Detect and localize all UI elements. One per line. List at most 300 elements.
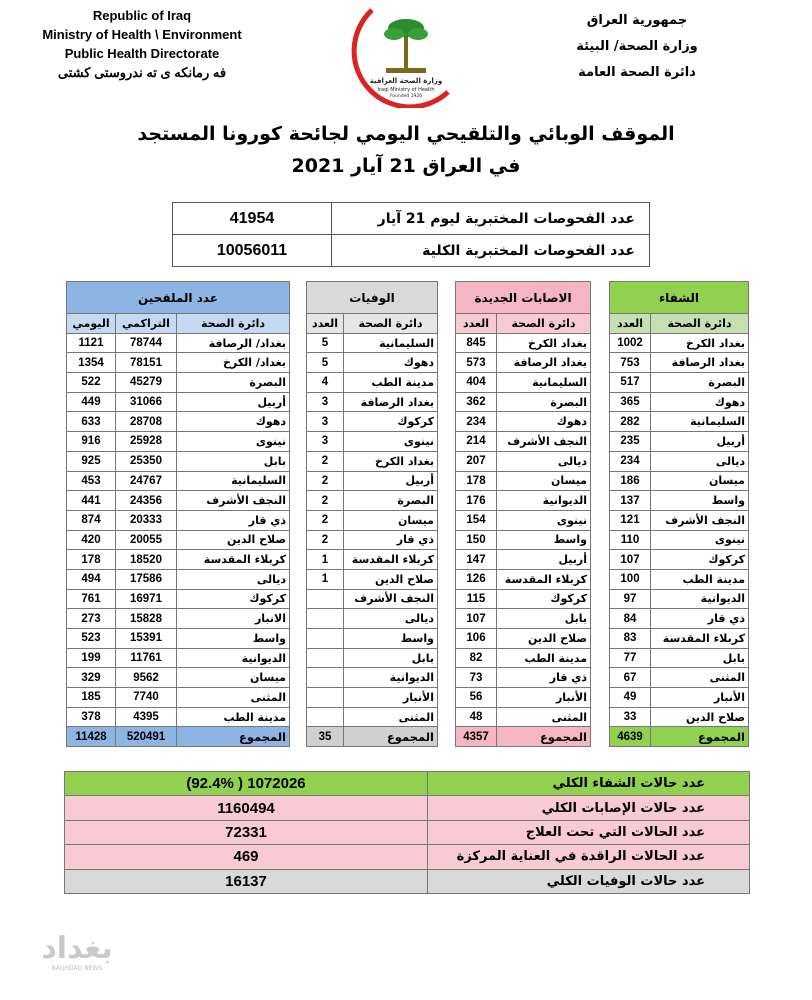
health-department-cell: أربيل xyxy=(177,392,290,412)
table-row xyxy=(173,235,650,267)
table-row xyxy=(610,707,749,727)
cumulative-cell: 45279 xyxy=(116,373,177,393)
health-department-cell: الأنبار xyxy=(497,688,591,708)
table-row xyxy=(67,648,290,668)
table-row xyxy=(610,688,749,708)
health-department-cell: بابل xyxy=(177,451,290,471)
health-department-cell: السليمانية xyxy=(344,333,438,353)
count-cell: 5 xyxy=(307,333,344,353)
table-row xyxy=(307,412,438,432)
health-department-cell: صلاح الدين xyxy=(344,569,438,589)
health-department-cell: ميسان xyxy=(177,668,290,688)
cumulative-cell: 24767 xyxy=(116,471,177,491)
count-cell: 150 xyxy=(456,530,497,550)
table-row xyxy=(610,609,749,629)
col-dept-header: دائرة الصحة xyxy=(177,314,290,334)
table-row xyxy=(67,451,290,471)
table-row xyxy=(67,707,290,727)
count-cell: 404 xyxy=(456,373,497,393)
health-department-cell: السليمانية xyxy=(497,373,591,393)
count-cell xyxy=(307,629,344,649)
health-department-cell: المثنى xyxy=(344,707,438,727)
count-cell: 106 xyxy=(456,629,497,649)
vaccinated-table xyxy=(66,281,290,747)
count-cell: 84 xyxy=(610,609,651,629)
daily-cell: 420 xyxy=(67,530,116,550)
count-cell: 33 xyxy=(610,707,651,727)
health-department-cell: واسط xyxy=(344,629,438,649)
table-row xyxy=(67,373,290,393)
health-department-cell: كركوك xyxy=(651,550,749,570)
table-row xyxy=(456,569,591,589)
count-cell: 126 xyxy=(456,569,497,589)
table-row xyxy=(610,569,749,589)
daily-cell: 1354 xyxy=(67,353,116,373)
logo-subtext: Iraqi Ministry of Health xyxy=(377,87,435,93)
summary-row xyxy=(65,820,750,844)
count-cell: 362 xyxy=(456,392,497,412)
summary-row xyxy=(65,869,750,893)
health-department-cell: البصرة xyxy=(344,491,438,511)
new-cases-total-label: المجموع xyxy=(497,727,591,747)
health-department-cell: أربيل xyxy=(344,471,438,491)
table-row xyxy=(67,432,290,452)
summary-value: 72331 xyxy=(65,820,428,844)
table-row xyxy=(307,550,438,570)
health-department-cell: ديالى xyxy=(177,569,290,589)
count-cell: 3 xyxy=(307,432,344,452)
count-cell: 234 xyxy=(610,451,651,471)
health-department-cell: ذي قار xyxy=(497,668,591,688)
logo-text: وزارة الصحة العراقية xyxy=(369,77,443,85)
header-right-line: وزارة الصحة/ البيئة xyxy=(576,39,698,54)
watermark-text: بغداد xyxy=(41,931,113,966)
health-department-cell: ديالى xyxy=(344,609,438,629)
table-row xyxy=(610,353,749,373)
health-department-cell: النجف الأشرف xyxy=(177,491,290,511)
baghdad-news-watermark xyxy=(22,930,132,972)
logo-founded: Founded 1920 xyxy=(389,94,423,99)
health-department-cell: دهوك xyxy=(651,392,749,412)
summary-row xyxy=(65,845,750,869)
summary-label: عدد الحالات الراقدة في العناية المركزة xyxy=(428,845,750,869)
table-row xyxy=(456,688,591,708)
count-cell: 83 xyxy=(610,629,651,649)
daily-cell: 453 xyxy=(67,471,116,491)
daily-cell: 449 xyxy=(67,392,116,412)
table-row xyxy=(610,471,749,491)
health-department-cell: بغداد الرصافة xyxy=(497,353,591,373)
health-department-cell: دهوك xyxy=(177,412,290,432)
daily-cell: 523 xyxy=(67,629,116,649)
health-department-cell: البصرة xyxy=(497,392,591,412)
cumulative-cell: 17586 xyxy=(116,569,177,589)
vaccinated-total-label: المجموع xyxy=(177,727,290,747)
table-row xyxy=(67,589,290,609)
col-daily-header: اليومي xyxy=(67,314,116,334)
count-cell: 1002 xyxy=(610,333,651,353)
summary-label: عدد حالات الإصابات الكلي xyxy=(428,796,750,820)
cumulative-cell: 31066 xyxy=(116,392,177,412)
health-department-cell: كربلاء المقدسة xyxy=(344,550,438,570)
table-row xyxy=(456,432,591,452)
daily-cell: 378 xyxy=(67,707,116,727)
table-row xyxy=(456,530,591,550)
daily-cell: 874 xyxy=(67,510,116,530)
table-row xyxy=(67,550,290,570)
count-cell: 1 xyxy=(307,569,344,589)
table-row xyxy=(456,412,591,432)
daily-cell: 494 xyxy=(67,569,116,589)
count-cell: 107 xyxy=(610,550,651,570)
table-row xyxy=(456,373,591,393)
health-department-cell: بغداد الكرخ xyxy=(344,451,438,471)
health-department-cell: الانبار xyxy=(177,609,290,629)
count-cell: 110 xyxy=(610,530,651,550)
health-department-cell: بغداد الكرخ xyxy=(497,333,591,353)
health-department-cell: صلاح الدين xyxy=(497,629,591,649)
count-cell: 154 xyxy=(456,510,497,530)
table-row xyxy=(456,471,591,491)
summary-value: 469 xyxy=(65,845,428,869)
health-department-cell: النجف الأشرف xyxy=(497,432,591,452)
recoveries-table xyxy=(609,281,749,747)
count-cell: 67 xyxy=(610,668,651,688)
health-department-cell: كربلاء المقدسة xyxy=(177,550,290,570)
health-department-cell: نينوى xyxy=(344,432,438,452)
table-row xyxy=(610,668,749,688)
daily-cell: 273 xyxy=(67,609,116,629)
deaths-total-label: المجموع xyxy=(344,727,438,747)
header-left-line: Ministry of Health \ Environment xyxy=(42,27,242,42)
count-cell: 3 xyxy=(307,412,344,432)
table-row xyxy=(67,688,290,708)
count-cell: 178 xyxy=(456,471,497,491)
health-department-cell: واسط xyxy=(177,629,290,649)
count-cell: 235 xyxy=(610,432,651,452)
health-department-cell: مدينة الطب xyxy=(344,373,438,393)
daily-cell: 633 xyxy=(67,412,116,432)
table-row xyxy=(307,392,438,412)
health-department-cell: صلاح الدين xyxy=(651,707,749,727)
header-left-line: فه رمانكه ى ته ندروستى كشتى xyxy=(57,65,227,80)
count-cell: 234 xyxy=(456,412,497,432)
table-row xyxy=(456,550,591,570)
health-department-cell: ديالى xyxy=(651,451,749,471)
health-department-cell: واسط xyxy=(651,491,749,511)
table-row xyxy=(610,530,749,550)
cumulative-cell: 11761 xyxy=(116,648,177,668)
count-cell: 137 xyxy=(610,491,651,511)
title-line-2: في العراق 21 آيار 2021 xyxy=(291,155,521,177)
health-department-cell: بغداد الرصافة xyxy=(344,392,438,412)
daily-cell: 1121 xyxy=(67,333,116,353)
daily-cell: 522 xyxy=(67,373,116,393)
health-department-cell: بغداد/ الكرخ xyxy=(177,353,290,373)
count-cell: 2 xyxy=(307,491,344,511)
table-row xyxy=(67,569,290,589)
table-row xyxy=(307,707,438,727)
col-dept-header: دائرة الصحة xyxy=(651,314,749,334)
table-row xyxy=(456,333,591,353)
count-cell: 107 xyxy=(456,609,497,629)
table-row xyxy=(307,629,438,649)
cumulative-cell: 7740 xyxy=(116,688,177,708)
table-row xyxy=(307,530,438,550)
table-row xyxy=(67,392,290,412)
table-row xyxy=(307,451,438,471)
cumulative-cell: 4395 xyxy=(116,707,177,727)
health-department-cell: نينوى xyxy=(651,530,749,550)
count-cell: 4 xyxy=(307,373,344,393)
count-cell: 5 xyxy=(307,353,344,373)
health-department-cell: الأنبار xyxy=(344,688,438,708)
health-department-cell: أربيل xyxy=(651,432,749,452)
table-row xyxy=(307,373,438,393)
count-cell xyxy=(307,648,344,668)
summary-label: عدد حالات الشفاء الكلي xyxy=(428,772,750,796)
table-row xyxy=(610,392,749,412)
total-tests-value: 10056011 xyxy=(173,235,332,267)
count-cell: 77 xyxy=(610,648,651,668)
recoveries-total: 4639 xyxy=(610,727,651,747)
deaths-title: الوفيات xyxy=(307,282,438,314)
health-department-cell: السليمانية xyxy=(177,471,290,491)
header-arabic-block xyxy=(562,8,712,86)
col-count-header: العدد xyxy=(307,314,344,334)
health-department-cell: المثنى xyxy=(497,707,591,727)
health-department-cell: مدينة الطب xyxy=(651,569,749,589)
recoveries-title: الشفاء xyxy=(610,282,749,314)
col-dept-header: دائرة الصحة xyxy=(344,314,438,334)
table-row xyxy=(610,432,749,452)
health-department-cell: واسط xyxy=(497,530,591,550)
health-department-cell: ديالى xyxy=(497,451,591,471)
table-row xyxy=(67,510,290,530)
table-row xyxy=(307,688,438,708)
table-row xyxy=(67,412,290,432)
table-row xyxy=(307,353,438,373)
health-department-cell: المثنى xyxy=(651,668,749,688)
daily-tests-label: عدد الفحوصات المختبرية ليوم 21 آيار xyxy=(332,203,650,235)
table-row xyxy=(610,412,749,432)
count-cell: 365 xyxy=(610,392,651,412)
daily-cell: 916 xyxy=(67,432,116,452)
table-row xyxy=(307,510,438,530)
cumulative-cell: 20055 xyxy=(116,530,177,550)
cumulative-cell: 16971 xyxy=(116,589,177,609)
health-department-cell: كربلاء المقدسة xyxy=(497,569,591,589)
health-department-cell: مدينة الطب xyxy=(177,707,290,727)
summary-row xyxy=(65,772,750,796)
cumulative-cell: 18520 xyxy=(116,550,177,570)
count-cell xyxy=(307,707,344,727)
deaths-table xyxy=(306,281,438,747)
count-cell: 2 xyxy=(307,510,344,530)
table-row xyxy=(456,353,591,373)
table-row xyxy=(610,510,749,530)
health-department-cell: السليمانية xyxy=(651,412,749,432)
table-row xyxy=(456,589,591,609)
count-cell: 845 xyxy=(456,333,497,353)
summary-value: 1160494 xyxy=(65,796,428,820)
table-row xyxy=(173,203,650,235)
daily-tests-value: 41954 xyxy=(173,203,332,235)
deaths-total: 35 xyxy=(307,727,344,747)
table-row xyxy=(456,451,591,471)
header-right-line: جمهورية العراق xyxy=(586,13,688,28)
count-cell: 176 xyxy=(456,491,497,511)
count-cell: 214 xyxy=(456,432,497,452)
table-row xyxy=(610,451,749,471)
health-department-cell: كركوك xyxy=(177,589,290,609)
count-cell: 1 xyxy=(307,550,344,570)
count-cell: 186 xyxy=(610,471,651,491)
health-department-cell: الديوانية xyxy=(651,589,749,609)
count-cell: 115 xyxy=(456,589,497,609)
new-cases-total: 4357 xyxy=(456,727,497,747)
count-cell: 100 xyxy=(610,569,651,589)
lab-tests-table xyxy=(172,202,650,267)
watermark-sub: BAGHDAD NEWS xyxy=(51,965,103,972)
health-department-cell: الديوانية xyxy=(497,491,591,511)
count-cell xyxy=(307,589,344,609)
table-row xyxy=(610,333,749,353)
count-cell: 48 xyxy=(456,707,497,727)
count-cell: 2 xyxy=(307,471,344,491)
table-row xyxy=(307,432,438,452)
summary-label: عدد الحالات التي تحت العلاج xyxy=(428,820,750,844)
table-row xyxy=(456,629,591,649)
table-row xyxy=(610,589,749,609)
table-row xyxy=(67,353,290,373)
header-right-line: دائرة الصحة العامة xyxy=(578,65,696,80)
health-department-cell: الأنبار xyxy=(651,688,749,708)
count-cell: 121 xyxy=(610,510,651,530)
cumulative-cell: 78744 xyxy=(116,333,177,353)
health-department-cell: المثنى xyxy=(177,688,290,708)
count-cell xyxy=(307,609,344,629)
table-row xyxy=(67,530,290,550)
total-tests-label: عدد الفحوصات المختبرية الكلية xyxy=(332,235,650,267)
table-row xyxy=(67,333,290,353)
health-department-cell: نينوى xyxy=(177,432,290,452)
table-row xyxy=(610,373,749,393)
health-department-cell: ميسان xyxy=(344,510,438,530)
vaccinated-total-daily: 11428 xyxy=(67,727,116,747)
health-department-cell: كركوك xyxy=(344,412,438,432)
count-cell: 73 xyxy=(456,668,497,688)
table-row xyxy=(307,648,438,668)
cumulative-cell: 24356 xyxy=(116,491,177,511)
daily-cell: 199 xyxy=(67,648,116,668)
header-left-line: Public Health Directorate xyxy=(64,46,220,61)
table-row xyxy=(307,589,438,609)
table-row xyxy=(67,491,290,511)
health-department-cell: الديوانية xyxy=(344,668,438,688)
health-department-cell: كربلاء المقدسة xyxy=(651,629,749,649)
new-cases-table xyxy=(455,281,591,747)
table-row xyxy=(67,668,290,688)
table-row xyxy=(307,491,438,511)
vaccinated-title: عدد الملقحين xyxy=(67,282,290,314)
count-cell: 49 xyxy=(610,688,651,708)
summary-value: 16137 xyxy=(65,869,428,893)
table-row xyxy=(67,609,290,629)
cumulative-cell: 25928 xyxy=(116,432,177,452)
daily-cell: 925 xyxy=(67,451,116,471)
recoveries-total-label: المجموع xyxy=(651,727,749,747)
health-department-cell: دهوك xyxy=(497,412,591,432)
count-cell xyxy=(307,668,344,688)
col-count-header: العدد xyxy=(610,314,651,334)
header-english-block xyxy=(22,6,262,82)
daily-cell: 761 xyxy=(67,589,116,609)
table-row xyxy=(67,471,290,491)
table-row xyxy=(456,491,591,511)
table-row xyxy=(307,471,438,491)
summary-table xyxy=(64,771,750,894)
health-department-cell: ذي قار xyxy=(651,609,749,629)
col-dept-header: دائرة الصحة xyxy=(497,314,591,334)
cumulative-cell: 25350 xyxy=(116,451,177,471)
col-count-header: العدد xyxy=(456,314,497,334)
health-department-cell: الديوانية xyxy=(177,648,290,668)
health-department-cell: نينوى xyxy=(497,510,591,530)
health-department-cell: دهوك xyxy=(344,353,438,373)
cumulative-cell: 9562 xyxy=(116,668,177,688)
table-row xyxy=(307,333,438,353)
vaccinated-total-cumulative: 520491 xyxy=(116,727,177,747)
health-department-cell: البصرة xyxy=(177,373,290,393)
table-row xyxy=(456,510,591,530)
table-row xyxy=(307,569,438,589)
count-cell: 2 xyxy=(307,530,344,550)
report-title xyxy=(0,118,812,182)
cumulative-cell: 78151 xyxy=(116,353,177,373)
count-cell xyxy=(307,688,344,708)
header-left-line: Republic of Iraq xyxy=(92,8,192,23)
title-line-1: الموقف الوبائي والتلقيحي اليومي لجائحة كورونا المستجد xyxy=(137,123,675,145)
health-department-cell: ذي قار xyxy=(344,530,438,550)
table-row xyxy=(67,629,290,649)
table-row xyxy=(456,707,591,727)
health-department-cell: أربيل xyxy=(497,550,591,570)
summary-label: عدد حالات الوفيات الكلي xyxy=(428,869,750,893)
count-cell: 753 xyxy=(610,353,651,373)
health-department-cell: ذي قار xyxy=(177,510,290,530)
count-cell: 3 xyxy=(307,392,344,412)
count-cell: 282 xyxy=(610,412,651,432)
count-cell: 147 xyxy=(456,550,497,570)
new-cases-title: الاصابات الجديدة xyxy=(456,282,591,314)
health-department-cell: بغداد الكرخ xyxy=(651,333,749,353)
health-department-cell: ميسان xyxy=(497,471,591,491)
count-cell: 82 xyxy=(456,648,497,668)
table-row xyxy=(610,491,749,511)
count-cell: 2 xyxy=(307,451,344,471)
table-row xyxy=(456,609,591,629)
table-row xyxy=(456,668,591,688)
health-department-cell: النجف الأشرف xyxy=(344,589,438,609)
count-cell: 97 xyxy=(610,589,651,609)
count-cell: 517 xyxy=(610,373,651,393)
count-cell: 207 xyxy=(456,451,497,471)
table-row xyxy=(307,668,438,688)
daily-cell: 185 xyxy=(67,688,116,708)
health-department-cell: بابل xyxy=(651,648,749,668)
health-department-cell: النجف الأشرف xyxy=(651,510,749,530)
